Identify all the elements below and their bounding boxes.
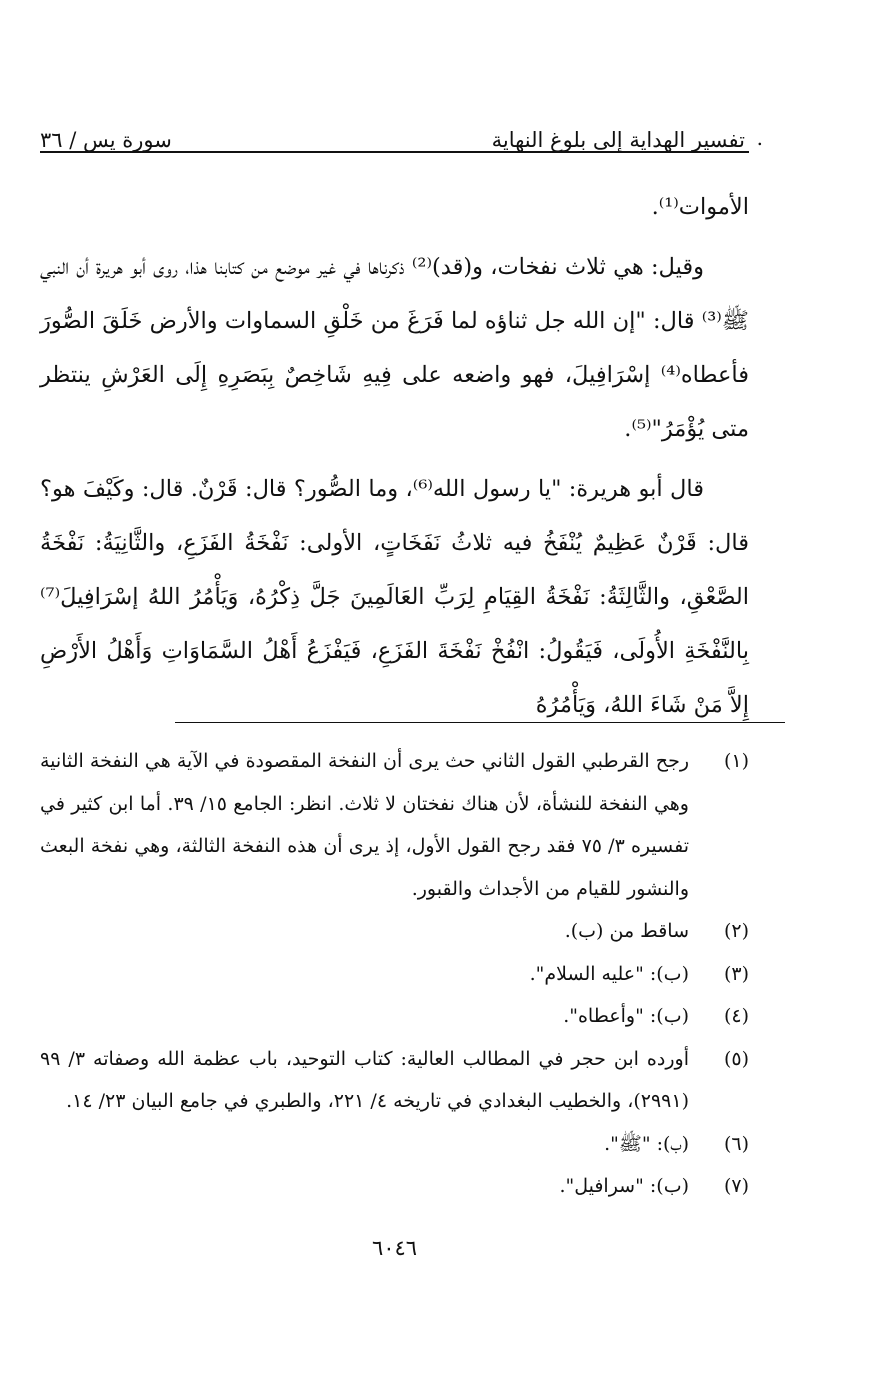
footnote-text: (ب): "عليه السلام". — [529, 962, 689, 985]
book-title: تفسير الهداية إلى بلوغ النهاية — [491, 128, 745, 152]
footnote — [40, 953, 749, 996]
footnote-number: (٥) — [723, 1047, 749, 1070]
footnote-number: (٤) — [723, 1005, 749, 1027]
footnote-text: (ب): "وأعطاه". — [563, 1005, 689, 1027]
paragraph-3: قال أبو هريرة: "يا رسول الله⁽⁶⁾، وما الصُّور؟ قال: قَرْنٌ. قال: وكَيْفَ هو؟ قال: قَرْنٌ عَظِيمٌ يُنْفَخُ فيه ثلاثُ نَفَخَاتٍ، الأولى: نَفْخَةُ الفَزَعِ، والثَّانِيَةُ: نَفْخَةُ الصَّعْقِ، والثَّالِثَةُ: نَفْخَةُ القِيَامِ لِرَبِّ العَالَمِينَ جَلَّ ذِكْرُهُ، وَيَأْمُرُ اللهُ إسْرَافِيلَ⁽⁷⁾ بِالنَّفْخَةِ الأُولَى، فَيَقُولُ: انْفُخْ نَفْخَةَ الفَزَعِ، فَيَفْزَعُ أَهْلُ السَّمَاوَاتِ وَأَهْلُ الأَرْضِ إِلاَّ مَنْ شَاءَ اللهُ، وَيَأْمُرُهُ — [40, 476, 749, 718]
footnote — [40, 995, 749, 1038]
footnote — [40, 910, 749, 953]
footnote — [40, 1165, 749, 1208]
footnote-text: (ب): "سرافيل". — [559, 1175, 689, 1197]
footnote-text: أورده ابن حجر في المطالب العالية: كتاب التوحيد، باب عظمة الله وصفاته ٣/ ٩٩ (٢٩٩١)، والخطيب البغدادي في تاريخه ٤/ ٢٢١، والطبري في جامع البيان ٢٣/ ١٤. — [40, 1047, 689, 1112]
running-header — [40, 112, 763, 152]
main-text — [40, 180, 749, 732]
footnote-number: (٢) — [723, 920, 749, 942]
footnote — [40, 740, 749, 910]
footnote-number: (٦) — [723, 1132, 749, 1155]
footnote-text: رجح القرطبي القول الثاني حث يرى أن النفخة المقصودة في الآية هي النفخة الثانية وهي النفخة للنشأة، لأن هناك نفختان لا ثلاث. انظر: الجامع ١٥/ ٣٩. أما ابن كثير في تفسيره ٣/ ٧٥ فقد رجح القول الأول، إذ يرى أن هذه النفخة الثالثة، وهي نفخة البعث والنشور للقيام من الأجداث والقبور. — [40, 750, 689, 900]
footnote — [40, 1038, 749, 1123]
footnote-text: ساقط من (ب). — [564, 920, 689, 942]
page — [40, 0, 763, 1380]
paragraph-1: الأموات⁽¹⁾. — [651, 194, 749, 220]
footnote-number: (١) — [723, 750, 749, 772]
header-dot: . — [756, 126, 763, 150]
header-rule — [40, 151, 749, 153]
footnote-rule — [175, 722, 785, 723]
footnotes — [40, 740, 749, 1208]
page-number: ٦٠٤٦ — [371, 1236, 418, 1260]
footnote-number: (٣) — [723, 962, 749, 985]
surah-label: سورة يس / ٣٦ — [40, 128, 172, 152]
paragraph-2: وقيل: هي ثلاث نفخات، و(قد)⁽²⁾ ذكرناها في غير موضع من كتابنا هذا، روى أبو هريرة أن النبي ﷺ⁽³⁾ قال: "إن الله جل ثناؤه لما فَرَغَ من خَلْقِ السماوات والأرض خَلَقَ الصُّورَ فأعطاه⁽⁴⁾ إسْرَافِيلَ، فهو واضعه على فِيهِ شَاخِصٌ بِبَصَرِهِ إِلَى العَرْشِ ينتظر متى يُؤْمَرُ"⁽⁵⁾. — [40, 254, 749, 442]
footnote — [40, 1123, 749, 1166]
footnote-number: (٧) — [723, 1175, 749, 1197]
footnote-text: (ب): "ﷺ". — [604, 1132, 689, 1155]
